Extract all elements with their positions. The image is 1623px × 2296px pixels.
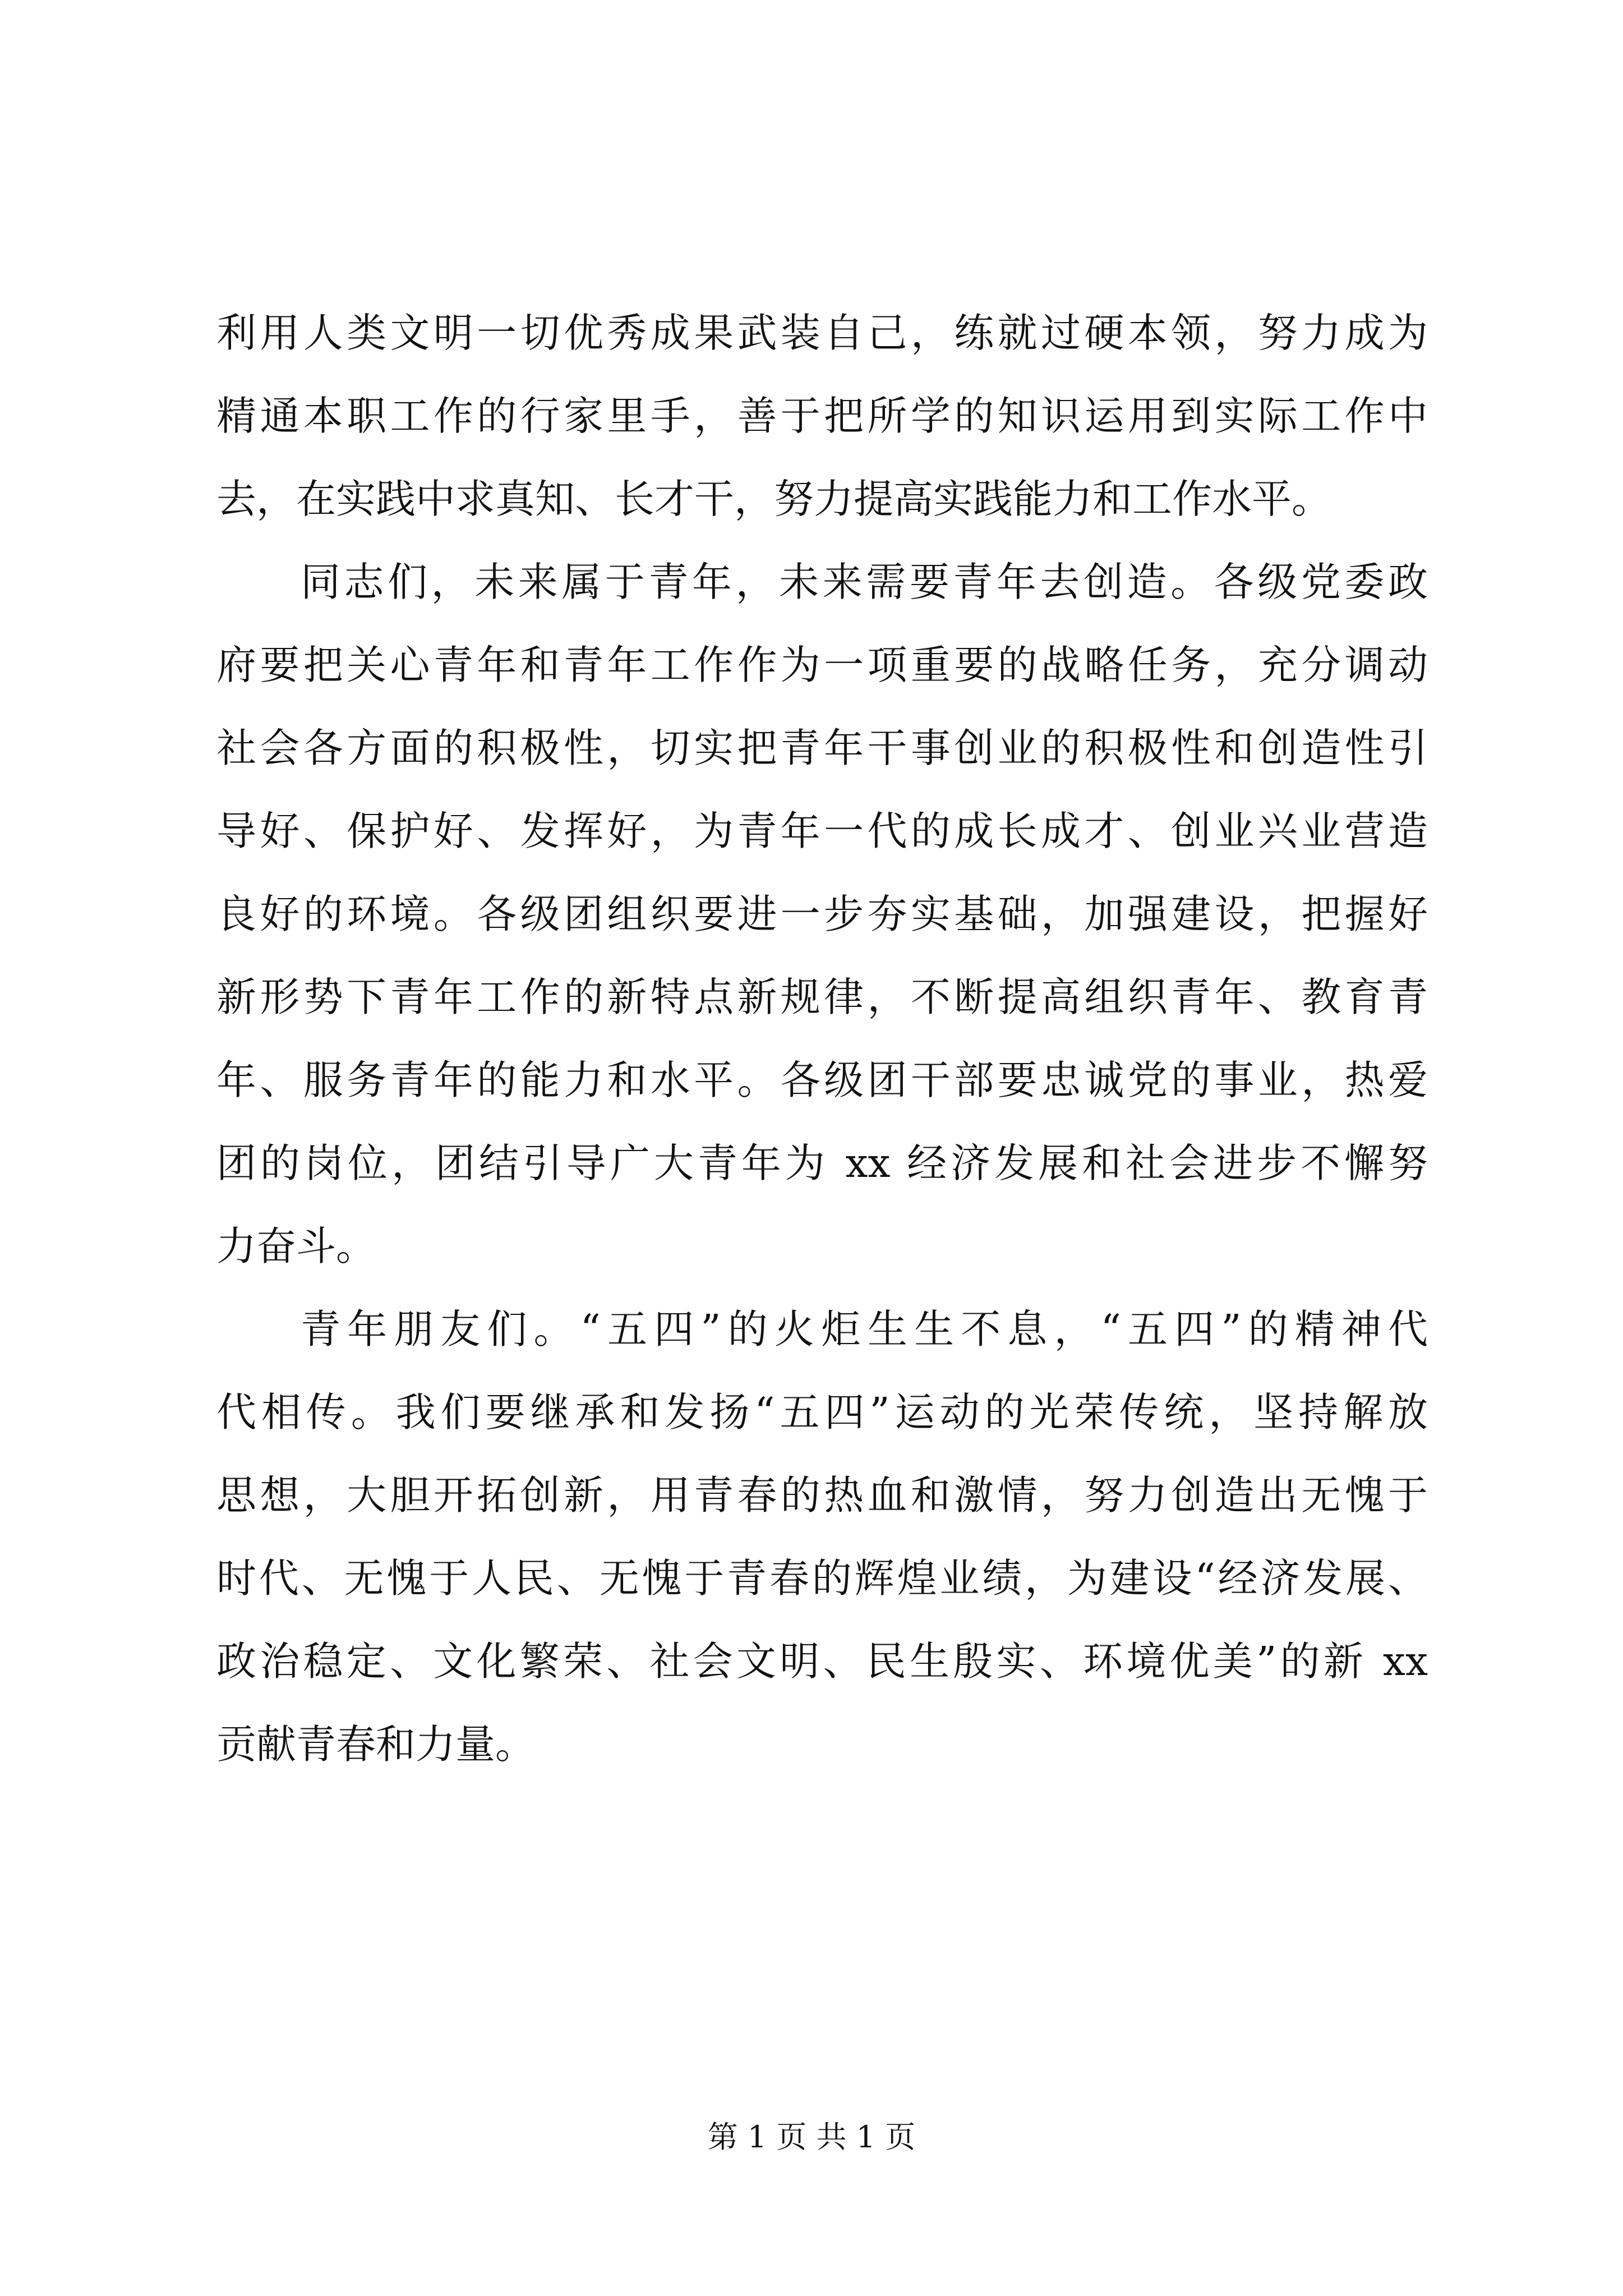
text-line: 代相传。我们要继承和发扬“五四”运动的光荣传统，坚持解放 [216,1389,1428,1435]
text-line: 利用人类文明一切优秀成果武装自己，练就过硬本领，努力成为 [216,310,1428,356]
text-line: 政治稳定、文化繁荣、社会文明、民生殷实、环境优美”的新 xx [216,1638,1428,1685]
text-line: 良好的环境。各级团组织要进一步夯实基础，加强建设，把握好 [216,891,1428,937]
text-line: 贡献青春和力量。 [216,1721,536,1768]
text-line: 力奋斗。 [216,1223,376,1269]
text-line: 社会各方面的积极性，切实把青年干事创业的积极性和创造性引 [216,725,1428,771]
text-line: 青年朋友们。“五四”的火炬生生不息，“五四”的精神代 [301,1306,1428,1352]
text-line: 去，在实践中求真知、长才干，努力提高实践能力和工作水平。 [216,476,1332,522]
text-line: 思想，大胆开拓创新，用青春的热血和激情，努力创造出无愧于 [216,1472,1428,1519]
text-line: 新形势下青年工作的新特点新规律，不断提高组织青年、教育青 [216,974,1428,1020]
text-line: 导好、保护好、发挥好，为青年一代的成长成才、创业兴业营造 [216,808,1428,854]
page-footer: 第 1 页 共 1 页 [707,2119,916,2155]
text-line: 精通本职工作的行家里手，善于把所学的知识运用到实际工作中 [216,393,1428,439]
text-line: 时代、无愧于人民、无愧于青春的辉煌业绩，为建设“经济发展、 [216,1555,1428,1602]
text-line: 府要把关心青年和青年工作作为一项重要的战略任务，充分调动 [216,642,1428,688]
document-body [216,292,1428,1786]
text-line: 年、服务青年的能力和水平。各级团干部要忠诚党的事业，热爱 [216,1057,1428,1103]
text-line: 团的岗位，团结引导广大青年为 xx 经济发展和社会进步不懈努 [216,1140,1428,1186]
text-line: 同志们，未来属于青年，未来需要青年去创造。各级党委政 [301,559,1428,605]
